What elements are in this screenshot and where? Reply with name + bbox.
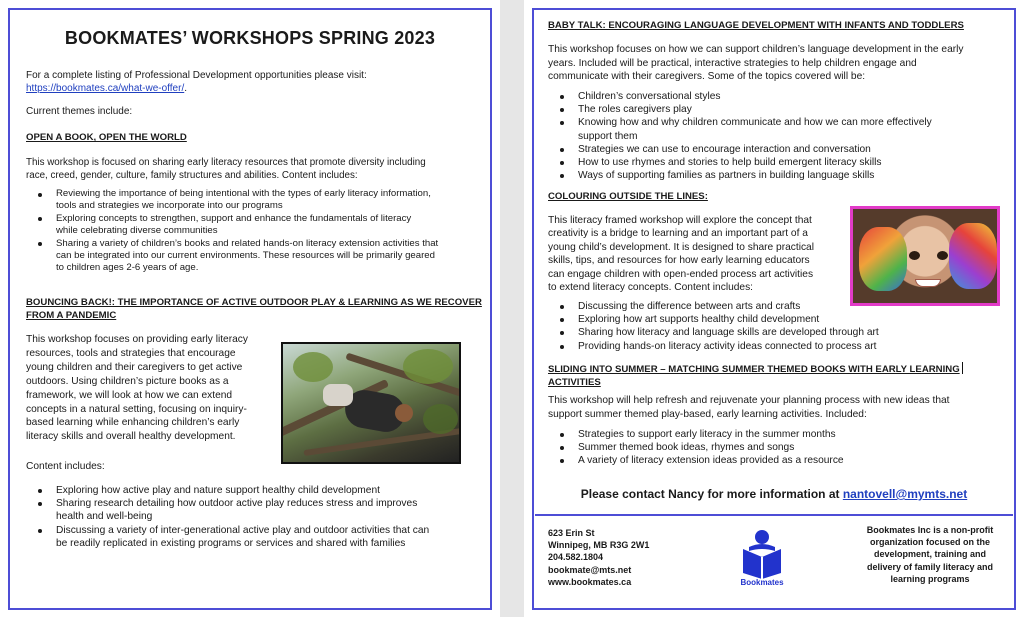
description-line: development, training and <box>873 549 986 560</box>
street-address: 623 Erin St <box>548 528 595 538</box>
list-item-text: Sharing a variety of children’s books and related hands-on literacy extension activities that <box>56 237 439 249</box>
intro-text: For a complete listing of Professional Development opportunities please visit: <box>26 70 367 81</box>
list-item <box>548 340 1008 353</box>
paragraph-line: support summer themed play-based, early learning activities. Included: <box>548 408 867 420</box>
paragraph-line: concepts in a natural setting, focusing on inquiry- <box>26 403 247 415</box>
section-heading-open-a-book: OPEN A BOOK, OPEN THE WORLD <box>26 132 187 143</box>
section-heading-bouncing-back <box>26 297 486 322</box>
footer-divider <box>535 514 1013 516</box>
paragraph-line: can engage children with open-ended process art activities <box>548 268 814 280</box>
paragraph-line: young child’s development. It is designed to share practical <box>548 241 814 253</box>
list-item-text: Providing hands-on literacy activity ideas connected to process art <box>578 340 877 352</box>
list-item-text: Children’s conversational styles <box>578 91 721 102</box>
section-colouring-bullets <box>548 300 1008 353</box>
paragraph-line: based learning while enhancing children’s early <box>26 417 240 429</box>
content-includes-label: Content includes: <box>26 461 105 472</box>
paragraph-line: race, creed, gender, culture, family structures and abilities. Content includes: <box>26 169 358 181</box>
bookmates-logo-icon <box>737 527 787 579</box>
paragraph-line: This workshop focuses on providing early literacy <box>26 334 248 345</box>
list-item-text: Strategies we can use to encourage interaction and conversation <box>578 143 871 155</box>
section-baby-talk-paragraph <box>548 43 1008 84</box>
contact-line <box>524 487 1024 501</box>
list-item <box>26 484 486 497</box>
list-item-text: Strategies to support early literacy in the summer months <box>578 429 836 440</box>
list-item <box>548 156 1008 169</box>
paragraph-line: resources, tools and strategies that encourage <box>26 347 236 359</box>
contact-email-link[interactable]: nantovell@mymts.net <box>842 487 968 501</box>
list-item-text: can be integrated into our current environments. These resources will be primarily geared <box>56 250 435 262</box>
list-item <box>548 169 1008 182</box>
organization-description <box>855 524 1005 585</box>
heading-line: BOUNCING BACK!: THE IMPORTANCE OF ACTIVE OUTDOOR PLAY & LEARNING AS WE RECOVER <box>26 297 482 308</box>
section-bouncing-back-bullets <box>26 484 486 550</box>
list-item-text: Exploring how active play and nature support healthy child development <box>56 485 380 496</box>
paragraph-line: This workshop is focused on sharing early literacy resources that promote diversity including <box>26 157 426 168</box>
section-heading-sliding-into-summer <box>548 362 1008 389</box>
list-item-text: Knowing how and why children communicate and how we can more effectively <box>578 117 932 129</box>
paragraph-line: This literacy framed workshop will explore the concept that <box>548 215 812 226</box>
section-open-a-book-bullets <box>26 188 486 275</box>
list-item <box>548 116 1008 142</box>
list-item-text: tools and strategies we incorporate into our programs <box>56 200 283 212</box>
list-item-text: Summer themed book ideas, rhymes and songs <box>578 442 795 454</box>
paragraph-line: This workshop will help refresh and rejuvenate your planning process with new ideas that <box>548 395 950 406</box>
paragraph-line: young children and their caregivers to get active <box>26 361 243 373</box>
address-block <box>548 527 649 588</box>
website: www.bookmates.ca <box>548 576 632 587</box>
list-item <box>548 454 1008 467</box>
list-item-text: Reviewing the importance of being intentional with the types of early literacy information, <box>56 188 431 199</box>
paragraph-line: framework, we will look at how we can extend <box>26 389 233 401</box>
paragraph-line: to extend literacy concepts. Content includes: <box>548 282 753 294</box>
left-page <box>0 0 500 617</box>
list-item <box>548 313 1008 326</box>
list-item <box>548 300 1008 313</box>
list-item <box>26 238 486 275</box>
section-summer-bullets <box>548 428 1008 468</box>
paragraph-line: skills, tips, and resources for how early learning educators <box>548 255 810 267</box>
section-baby-talk-bullets <box>548 90 1008 182</box>
description-line: organization focused on the <box>869 537 990 548</box>
list-item-text: How to use rhymes and stories to help build emergent literacy skills <box>578 157 882 169</box>
child-climbing-tree-photo <box>281 342 461 464</box>
section-summer-paragraph <box>548 394 1008 421</box>
description-line: Bookmates Inc is a non-profit <box>866 525 994 535</box>
description-line: learning programs <box>890 573 970 584</box>
list-item-text: Discussing a variety of inter-generational active play and outdoor activities that can <box>56 524 430 536</box>
section-bouncing-back-paragraph <box>26 333 276 444</box>
list-item <box>26 524 486 550</box>
logo-wordmark: Bookmates <box>740 578 784 587</box>
list-item-text: while celebrating diverse communities <box>56 225 218 237</box>
paragraph-line: This workshop focuses on how we can support children’s language development in the early <box>548 44 964 55</box>
page-title: BOOKMATES’ WORKSHOPS SPRING 2023 <box>64 28 436 48</box>
paragraph-line: years. Included will be practical, interactive strategies to help children engage and <box>548 57 917 69</box>
list-item <box>548 326 1008 339</box>
paragraph-line: communicate with their caregivers. Some of the topics covered will be: <box>548 71 866 83</box>
list-item-text: Sharing how literacy and language skills are developed through art <box>578 327 879 339</box>
child-painted-hands-photo <box>850 206 1000 306</box>
list-item-text: health and well-being <box>56 511 153 523</box>
list-item-text: support them <box>578 130 638 142</box>
list-item <box>548 428 1008 441</box>
heading-line: ACTIVITIES <box>548 376 601 388</box>
list-item-text: A variety of literacy extension ideas provided as a resource <box>578 455 844 467</box>
what-we-offer-link[interactable]: https://bookmates.ca/what-we-offer/ <box>26 82 185 94</box>
list-item-text: be readily replicated in existing programs or services and shared with families <box>56 537 406 549</box>
section-heading-colouring: COLOURING OUTSIDE THE LINES: <box>548 191 708 202</box>
list-item-text: Ways of supporting families as partners in building language skills <box>578 170 875 182</box>
contact-text: Please contact Nancy for more information at <box>580 487 843 501</box>
intro <box>26 70 476 95</box>
heading-line: FROM A PANDEMIC <box>26 309 117 321</box>
list-item-text: Sharing research detailing how outdoor active play reduces stress and improves <box>56 498 418 510</box>
list-item-text: Exploring concepts to strengthen, support and enhance the fundamentals of literacy <box>56 212 412 224</box>
section-colouring-paragraph <box>548 214 848 294</box>
text-cursor <box>962 362 963 374</box>
phone-number: 204.582.1804 <box>548 552 604 563</box>
section-heading-baby-talk: BABY TALK: ENCOURAGING LANGUAGE DEVELOPMENT WITH INFANTS AND TODDLERS <box>548 20 964 31</box>
list-item <box>548 441 1008 454</box>
list-item-text: to children ages 2-6 years of age. <box>56 262 199 274</box>
section-open-a-book-paragraph <box>26 157 486 182</box>
list-item <box>26 497 486 523</box>
list-item <box>548 90 1008 103</box>
list-item <box>548 103 1008 116</box>
paragraph-line: literacy skills and overall healthy development. <box>26 431 236 443</box>
paragraph-line: outdoors. Using children’s picture books as a <box>26 375 229 387</box>
list-item-text: Exploring how art supports healthy child development <box>578 314 820 326</box>
list-item-text: Discussing the difference between arts and crafts <box>578 301 801 312</box>
city-postal: Winnipeg, MB R3G 2W1 <box>548 540 650 551</box>
description-line: delivery of family literacy and <box>866 561 994 572</box>
list-item-text: The roles caregivers play <box>578 104 692 116</box>
email-address: bookmate@mts.net <box>548 564 632 575</box>
list-item <box>548 143 1008 156</box>
list-item <box>26 188 486 213</box>
themes-label: Current themes include: <box>26 106 133 117</box>
heading-line: SLIDING INTO SUMMER – MATCHING SUMMER THEMED BOOKS WITH EARLY LEARNING <box>548 364 960 375</box>
intro-period: . <box>184 82 188 94</box>
list-item <box>26 213 486 238</box>
paragraph-line: creativity is a bridge to learning and an important part of a <box>548 228 808 240</box>
